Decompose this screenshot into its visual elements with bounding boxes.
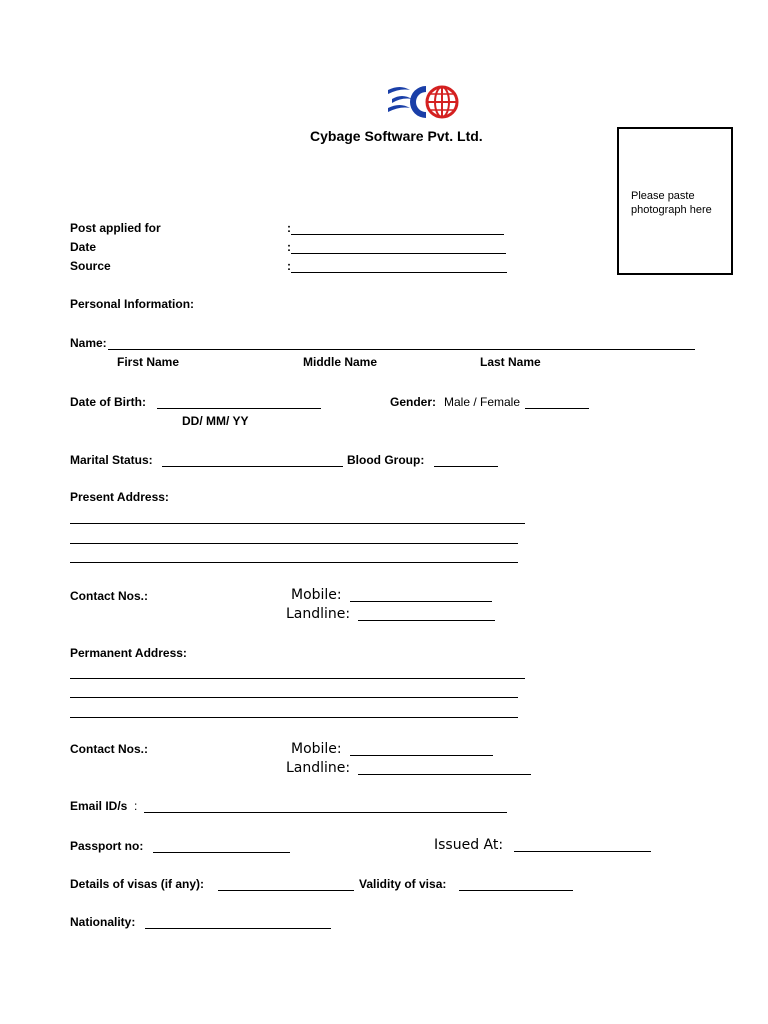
middle-name-caption: Middle Name: [303, 355, 378, 369]
present-address-line-2[interactable]: [70, 543, 518, 544]
photo-instruction: Please paste photograph here: [631, 190, 712, 216]
post-applied-field[interactable]: [291, 234, 504, 235]
name-label: Name:: [70, 336, 107, 350]
dob-field[interactable]: [157, 408, 321, 409]
permanent-address-line-2[interactable]: [70, 697, 518, 698]
passport-label: Passport no:: [70, 839, 144, 853]
landline-field[interactable]: [358, 620, 495, 621]
blood-group-label: Blood Group:: [347, 453, 425, 467]
nationality-label: Nationality:: [70, 915, 136, 929]
dob-label: Date of Birth:: [70, 395, 146, 409]
landline-field-2[interactable]: [358, 774, 531, 775]
company-name: Cybage Software Pvt. Ltd.: [310, 128, 483, 144]
email-label: Email ID/s: [70, 799, 128, 813]
first-name-caption: First Name: [117, 355, 180, 369]
blood-group-field[interactable]: [434, 466, 498, 467]
gender-field[interactable]: [525, 408, 589, 409]
visa-details-label: Details of visas (if any):: [70, 877, 205, 891]
dob-format: DD/ MM/ YY: [182, 414, 249, 428]
permanent-address-label: Permanent Address:: [70, 646, 187, 660]
issued-at-field[interactable]: [514, 851, 651, 852]
marital-status-label: Marital Status:: [70, 453, 153, 467]
source-field[interactable]: [291, 272, 507, 273]
present-address-line-1[interactable]: [70, 523, 525, 524]
nationality-field[interactable]: [145, 928, 331, 929]
visa-details-field[interactable]: [218, 890, 354, 891]
source-colon: :: [287, 259, 291, 273]
visa-validity-field[interactable]: [459, 890, 573, 891]
photo-box: [617, 127, 733, 275]
mobile-label-2: Mobile:: [291, 741, 342, 757]
visa-validity-label: Validity of visa:: [359, 877, 447, 891]
post-applied-colon: :: [287, 221, 291, 235]
source-label: Source: [70, 259, 111, 273]
gender-options: Male / Female: [444, 395, 521, 409]
passport-field[interactable]: [153, 852, 290, 853]
landline-label-2: Landline:: [286, 760, 351, 776]
personal-info-heading: Personal Information:: [70, 297, 195, 311]
mobile-field[interactable]: [350, 601, 492, 602]
post-applied-label: Post applied for: [70, 221, 161, 235]
date-colon: :: [287, 240, 291, 254]
last-name-caption: Last Name: [480, 355, 541, 369]
issued-at-label: Issued At:: [434, 837, 504, 853]
company-logo: [386, 80, 464, 124]
permanent-address-line-3[interactable]: [70, 717, 518, 718]
mobile-label: Mobile:: [291, 587, 342, 603]
landline-label: Landline:: [286, 606, 351, 622]
gender-label: Gender:: [390, 395, 437, 409]
date-label: Date: [70, 240, 97, 254]
cybage-globe-logo-icon: [386, 80, 464, 124]
marital-status-field[interactable]: [162, 466, 343, 467]
date-field[interactable]: [291, 253, 506, 254]
contact-nos-label: Contact Nos.:: [70, 589, 148, 603]
name-field[interactable]: [108, 349, 695, 350]
email-colon: :: [134, 799, 138, 813]
present-address-label: Present Address:: [70, 490, 169, 504]
email-field[interactable]: [144, 812, 507, 813]
present-address-line-3[interactable]: [70, 562, 518, 563]
mobile-field-2[interactable]: [350, 755, 493, 756]
permanent-address-line-1[interactable]: [70, 678, 525, 679]
contact-nos-label-2: Contact Nos.:: [70, 742, 148, 756]
